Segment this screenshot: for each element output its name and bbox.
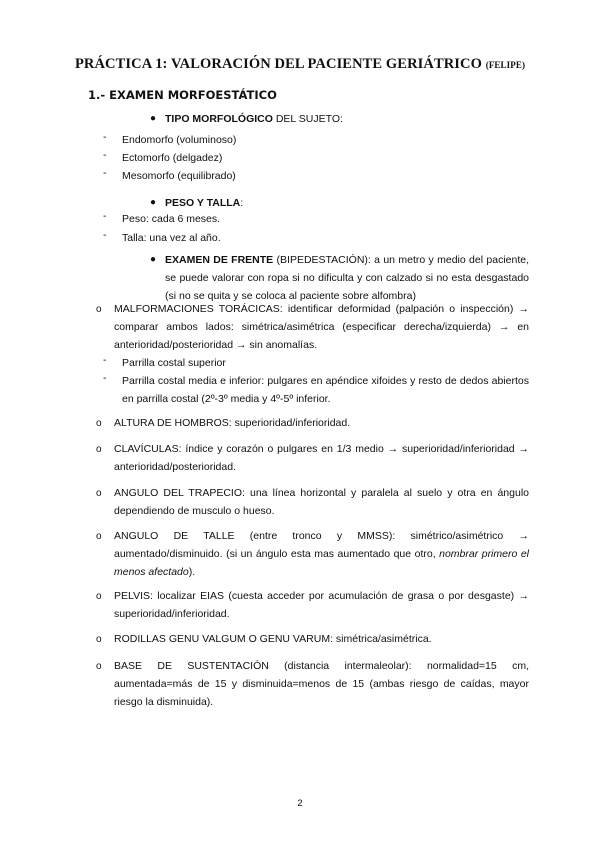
talle-italic: nombrar primero el menos afectado [114, 548, 529, 578]
tipo-bold: TIPO MORFOLÓGICO [165, 113, 273, 125]
pelvis-paragraph: PELVIS: localizar EIAS (cuesta acceder por acumulación de grasa o por desgaste) → superioridad/inferioridad. [114, 590, 529, 620]
section-heading: 1.- EXAMEN MORFOESTÁTICO [88, 88, 277, 102]
dash-marker: - [103, 131, 107, 143]
dash-marker: - [103, 229, 107, 241]
list-item: Mesomorfo (equilibrado) [122, 170, 236, 182]
frente-rest: (BIPEDESTACIÓN): a un metro y medio del paciente, se puede valorar con ropa si no dificulta y con calzado si no esta desgastado (si no se quita y se coloca al paciente sobre alfombra) [165, 254, 529, 302]
talle-main: ANGULO DE TALLE (entre tronco y MMSS): simétrico/asimétrico → aumentado/disminuido. (si un ángulo esta mas aumentado que otro, [114, 530, 529, 560]
circle-marker: o [96, 591, 102, 602]
list-item: Endomorfo (voluminoso) [122, 134, 237, 146]
circle-marker: o [96, 531, 102, 542]
hombros-paragraph: ALTURA DE HOMBROS: superioridad/inferioridad. [114, 417, 351, 429]
list-item: Parrilla costal superior [122, 357, 226, 369]
tipo-line [165, 110, 343, 128]
page-title [0, 56, 600, 73]
list-item: Parrilla costal media e inferior: pulgares en apéndice xifoides y resto de dedos abiertos en parrilla costal (2º-3º media y 4º-5º inferior. [122, 375, 529, 405]
claviculas-paragraph: CLAVÍCULAS: índice y corazón o pulgares en 1/3 medio → superioridad/inferioridad → anterioridad/posterioridad. [114, 443, 529, 473]
page-number: 2 [297, 798, 303, 809]
tipo-rest: DEL SUJETO: [272, 113, 343, 125]
frente-paragraph [165, 251, 529, 305]
peso-rest: : [240, 197, 244, 209]
circle-marker: o [96, 634, 102, 645]
frente-bold: EXAMEN DE FRENTE [165, 254, 274, 266]
dash-marker: - [103, 149, 107, 161]
bullet-dot: ● [150, 254, 157, 265]
circle-marker: o [96, 661, 102, 672]
talle-end: ). [188, 566, 196, 578]
malformaciones-paragraph: MALFORMACIONES TORÁCICAS: identificar deformidad (palpación o inspección) → comparar ambos lados: simétrica/asimétrica (especificar derecha/izquierda) → en anterioridad/posterioridad → sin anomalías. [114, 303, 529, 351]
list-item: Peso: cada 6 meses. [122, 213, 221, 225]
bullet-dot: ● [150, 113, 157, 124]
rodillas-paragraph: RODILLAS GENU VALGUM O GENU VARUM: simétrica/asimétrica. [114, 633, 432, 645]
dash-marker: - [103, 354, 107, 366]
circle-marker: o [96, 444, 102, 455]
peso-bold: PESO Y TALLA [165, 197, 241, 209]
talle-paragraph [114, 527, 529, 581]
list-item: Ectomorfo (delgadez) [122, 152, 223, 164]
title-note: (FELIPE) [485, 60, 526, 70]
list-item: Talla: una vez al año. [122, 232, 221, 244]
bullet-dot: ● [150, 197, 157, 208]
dash-marker: - [103, 210, 107, 222]
circle-marker: o [96, 418, 102, 429]
trapecio-paragraph: ANGULO DEL TRAPECIO: una línea horizontal y paralela al suelo y otra en ángulo dependiendo de musculo o hueso. [114, 487, 529, 517]
circle-marker: o [96, 488, 102, 499]
circle-marker: o [96, 304, 102, 315]
title-text: PRÁCTICA 1: VALORACIÓN DEL PACIENTE GERIÁTRICO [74, 56, 482, 72]
base-paragraph: BASE DE SUSTENTACIÓN (distancia intermaleolar): normalidad=15 cm, aumentada=más de 15 y disminuida=menos de 15 (ambas riesgo de caídas, mayor riesgo la disminuida). [114, 660, 529, 708]
dash-marker: - [103, 167, 107, 179]
dash-marker: - [103, 372, 107, 384]
